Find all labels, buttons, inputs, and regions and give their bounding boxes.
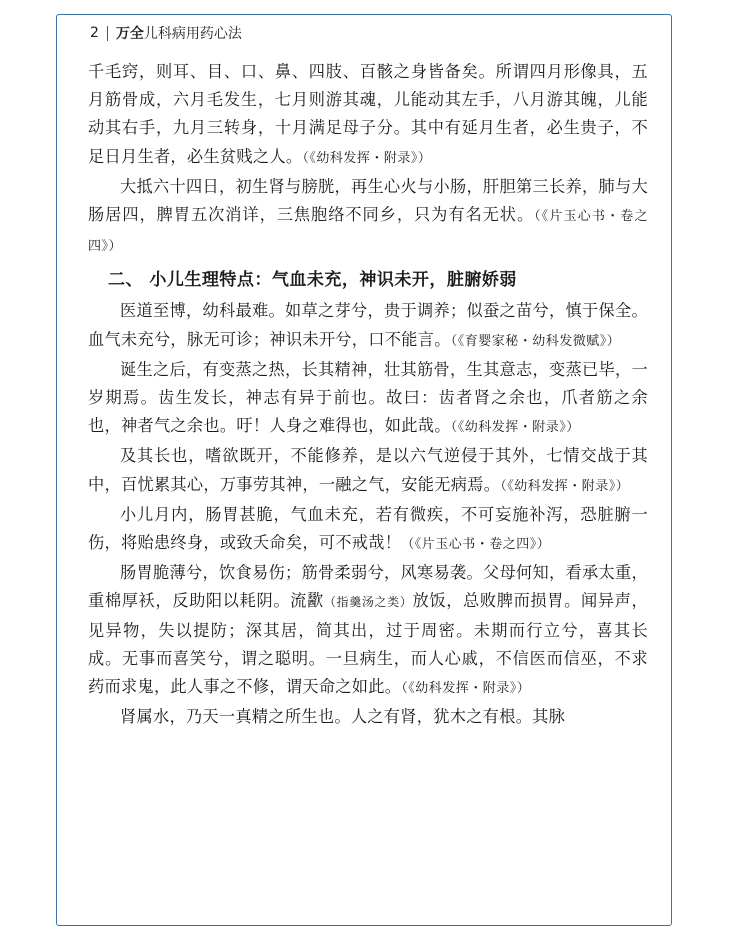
paragraph-8 — [88, 703, 648, 731]
paragraph-5 — [88, 442, 648, 500]
paragraph-3 — [88, 297, 648, 355]
header-book-title: 儿科病用药心法 — [143, 26, 242, 42]
paragraph-8-text: 肾属水，乃天一真精之所生也。人之有肾，犹木之有根。其脉 — [120, 707, 566, 727]
paragraph-3-text: 医道至博，幼科最难。如草之芽兮，贵于调养；似蚕之苗兮，慎于保全。血气未充兮，脉无可诊；神识未开兮，口不能言。 — [88, 301, 648, 349]
paragraph-3-citation: （《育婴家秘・幼科发微赋》） — [450, 333, 621, 349]
paragraph-6-citation: （《片玉心书・卷之四》） — [401, 537, 551, 553]
paragraph-1-text: 千毛窍，则耳、目、口、鼻、四肢、百骸之身皆备矣。所谓四月形像具，五月筋骨成，六月毛发生，七月则游其魂，儿能动其左手，八月游其魄，儿能动其右手，九月三转身，十月满足母子分。其中有延月生者，必生贵子，不足日月生者，必生贫贱之人。 — [88, 62, 648, 166]
page-number: 2 — [90, 25, 99, 41]
paragraph-6 — [88, 501, 648, 559]
header-author: 万全 — [115, 26, 144, 42]
paragraph-5-citation: （《幼科发挥・附录》） — [500, 478, 630, 494]
paragraph-2 — [88, 173, 648, 262]
paragraph-1-citation: （《幼科发挥・附录》） — [302, 150, 432, 166]
paragraph-4 — [88, 356, 648, 443]
paragraph-1 — [88, 58, 648, 173]
paragraph-4-text: 诞生之后，有变蒸之热，长其精神，壮其筋骨，生其意志，变蒸已毕，一岁期焉。齿生发长，神志有异于前也。故曰：齿者肾之余也，爪者筋之余也，神者气之余也。吁！人身之难得也，如此哉。 — [88, 359, 648, 436]
paragraph-7-note: （指羹汤之类） — [323, 595, 413, 610]
paragraph-7-text-a: 肠胃脆薄兮，饮食易伤；筋骨柔弱兮，风寒易袭。父母何知，看承太重，重棉厚袄，反助阳以耗阴。流歠 — [88, 563, 648, 611]
paragraph-7-citation: （《幼科发挥・附录》） — [401, 681, 531, 697]
page-body — [88, 58, 648, 731]
header-divider — [107, 26, 108, 41]
paragraph-2-text: 大抵六十四日，初生肾与膀胱，再生心火与小肠，肝胆第三长养，肺与大肠居四，脾胃五次消详，三焦胞络不同乡，只为有名无状。 — [88, 176, 648, 225]
paragraph-7-text-b: 放饭，总败脾而损胃。闻异声，见异物，失以提防；深其居，简其出，过于周密。未期而行立兮，喜其长成。无事而喜笑兮，谓之聪明。一旦病生，而人心戚，不信医而信巫，不求药而求鬼，此人事之不修，谓天命之如此。 — [88, 591, 649, 697]
paragraph-2-citation: （《片玉心书・卷之四》） — [88, 209, 648, 255]
running-head — [90, 22, 242, 44]
paragraph-4-citation: （《幼科发挥・附录》） — [450, 420, 580, 436]
paragraph-6-text: 小儿月内，肠胃甚脆，气血未充，若有微疾，不可妄施补泻，恐脏腑一伤，将贻患终身，或致夭命矣，可不戒哉！ — [88, 504, 648, 553]
paragraph-5-text: 及其长也，嗜欲既开，不能修养，是以六气逆侵于其外，七情交战于其中，百忧累其心，万事劳其神，一融之气，安能无病焉。 — [88, 446, 648, 494]
paragraph-7 — [88, 559, 648, 703]
section-heading: 二、 小儿生理特点：气血未充，神识未开，脏腑娇弱 — [108, 270, 517, 291]
